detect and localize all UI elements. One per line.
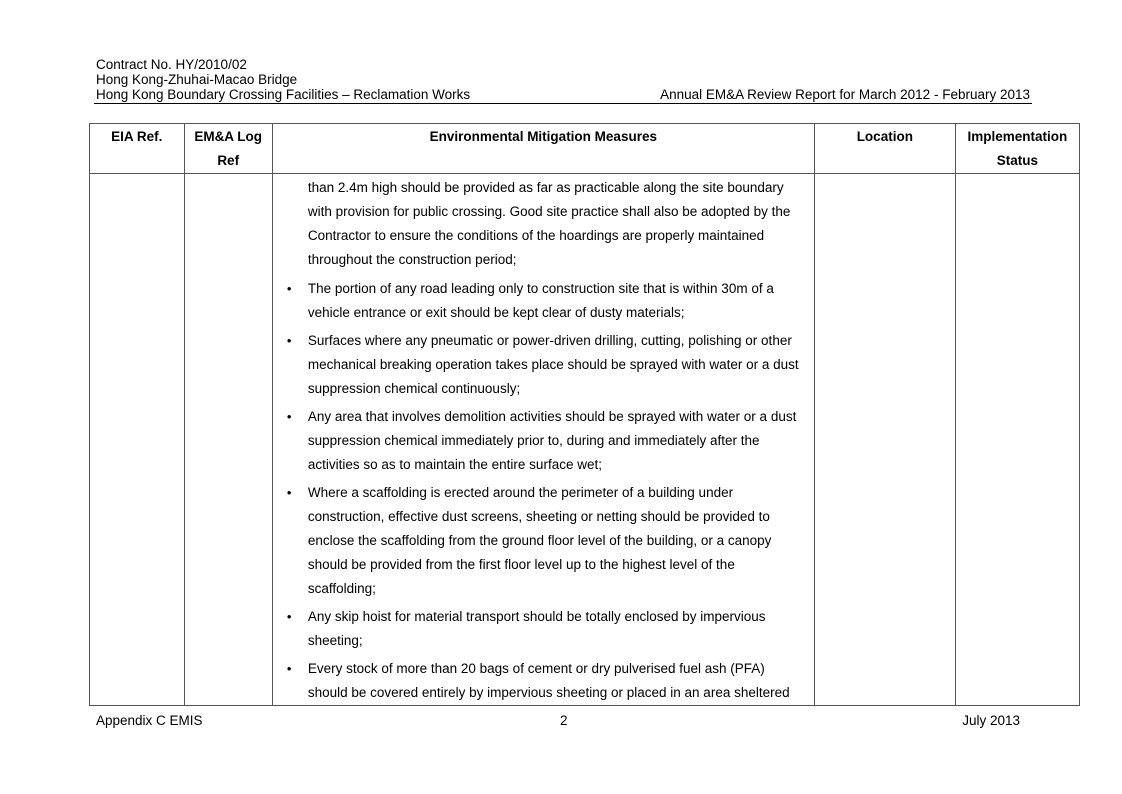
cell-ema-log-ref: [184, 174, 272, 706]
project-name: Hong Kong-Zhuhai-Macao Bridge: [96, 72, 298, 87]
col-header-ema-log-line2: Ref: [217, 153, 240, 168]
measure-bullet-item: • The portion of any road leading only to construction site that is within 30m of a vehicle entrance or exit should be kept clear of dusty materials;: [287, 277, 806, 325]
report-title: Annual EM&A Review Report for March 2012 - February 2013: [660, 87, 1030, 102]
col-header-location: Location: [814, 124, 955, 174]
measure-bullet-item: • Every stock of more than 20 bags of cement or dry pulverised fuel ash (PFA) should be covered entirely by impervious sheeting or placed in an area sheltered: [287, 657, 806, 705]
measure-bullet-item: • Any skip hoist for material transport should be totally enclosed by impervious sheeting;: [287, 605, 806, 653]
page-number: 2: [560, 713, 568, 728]
col-header-ema-log-ref: [184, 124, 272, 174]
table-header-row: [90, 124, 1080, 174]
cell-location: [814, 174, 955, 706]
measure-bullet-item: • Surfaces where any pneumatic or power-driven drilling, cutting, polishing or other mechanical breaking operation takes place should be sprayed with water or a dust suppression chemical continuously;: [287, 329, 806, 401]
measure-bullet-item: • Any area that involves demolition activities should be sprayed with water or a dust suppression chemical immediately prior to, during and immediately after the activities so as to maintain the entire surface wet;: [287, 405, 806, 477]
footer-appendix-label: Appendix C EMIS: [96, 713, 203, 728]
cell-implementation-status: [955, 174, 1079, 706]
col-header-ema-log-line1: EM&A Log: [194, 129, 263, 144]
measure-bullet-item: • Where a scaffolding is erected around the perimeter of a building under construction, effective dust screens, sheeting or netting should be provided to enclose the scaffolding from the ground floor level of the building, or a canopy should be provided from the first floor level up to the highest level of the scaffolding;: [287, 481, 806, 601]
page-header-left: [96, 57, 470, 102]
table-row: [90, 174, 1080, 706]
cell-mitigation-measures: [272, 174, 814, 706]
col-header-status: [955, 124, 1079, 174]
measure-bullet-list: [287, 277, 806, 705]
facility-name: Hong Kong Boundary Crossing Facilities – Reclamation Works: [96, 87, 471, 102]
emis-table: [89, 123, 1080, 706]
header-divider: [94, 103, 1032, 104]
measure-continuation-text: than 2.4m high should be provided as far as practicable along the site boundary with provision for public crossing. Good site practice shall also be adopted by the Contractor to ensure the conditions of the hoardings are properly maintained throughout the construction period;: [307, 180, 791, 267]
contract-number: Contract No. HY/2010/02: [96, 57, 247, 72]
col-header-eia-ref: EIA Ref.: [90, 124, 185, 174]
col-header-status-line2: Status: [996, 153, 1039, 168]
cell-eia-ref: [90, 174, 185, 706]
col-header-status-line1: Implementation: [967, 129, 1068, 144]
col-header-measures: Environmental Mitigation Measures: [272, 124, 814, 174]
footer-date: July 2013: [962, 713, 1020, 728]
